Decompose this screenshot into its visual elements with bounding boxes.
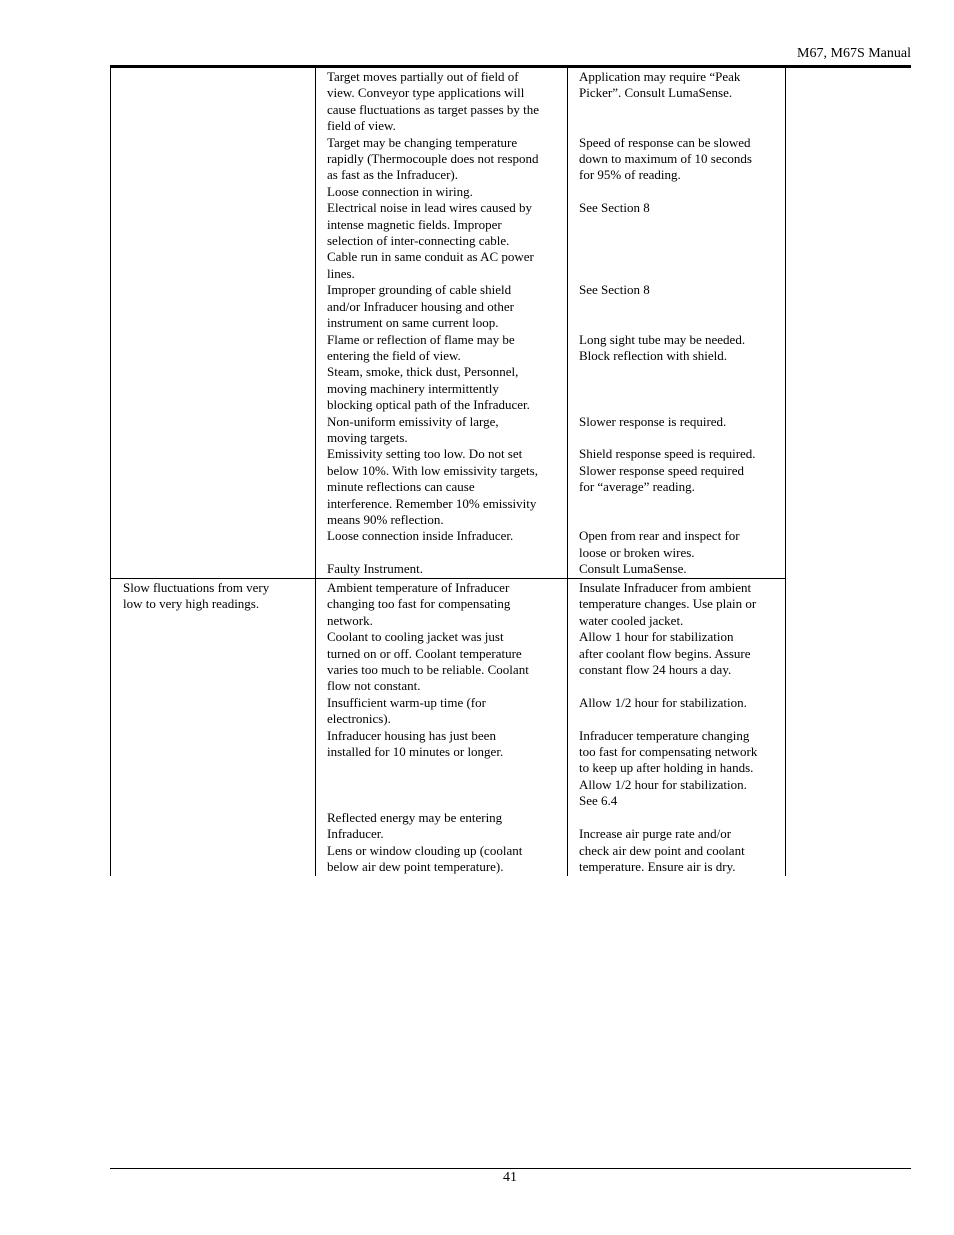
table-border-left [110,68,111,876]
row-1-causes: Target moves partially out of field of view. Conveyor type applications will cause fluctuations as target passes by the field of view. Target may be changing temperature rapidly (Thermocouple does not respond as fast as the Infraducer). Loose connection in wiring. Electrical noise in lead wires caused by intense magnetic fields. Improper selection of inter-connecting cable. Cable run in same conduit as AC power lines. Improper grounding of cable shield and/or Infraducer housing and other instrument on same current loop. Flame or reflection of flame may be entering the field of view. Steam, smoke, thick dust, Personnel, moving machinery intermittently blocking optical path of the Infraducer. Non-uniform emissivity of large, moving targets. Emissivity setting too low. Do not set below 10%. With low emissivity targets, minute reflections can cause interference. Remember 10% emissivity means 90% reflection. Loose connection inside Infraducer. Faulty Instrument. [327,69,540,577]
row-1-remedies: Application may require “Peak Picker”. Consult LumaSense. Speed of response can be slowed down to maximum of 10 seconds for 95% of reading. See Section 8 See Section 8 Long sight tube may be needed. Block reflection with shield. Slower response is required. Shield response speed is required. Slower response speed required for “average” reading. Open from rear and inspect for loose or broken wires. Consult LumaSense. [579,69,756,577]
row-2-causes: Ambient temperature of Infraducer changing too fast for compensating network. Coolant to cooling jacket was just turned on or off. Coolant temperature varies too much to be reliable. Coolant flow not constant. Insufficient warm-up time (for electronics). Infraducer housing has just been installed for 10 minutes or longer. Reflected energy may be entering Infraducer. Lens or window clouding up (coolant below air dew point temperature). [327,580,529,874]
column-divider-3 [785,68,786,876]
row-divider [110,578,786,579]
row-2-remedies: Insulate Infraducer from ambient temperature changes. Use plain or water cooled jacket. Allow 1 hour for stabilization after coolant flow begins. Assure constant flow 24 hours a day. Allow 1/2 hour for stabilization. Infraducer temperature changing too fast for compensating network to keep up after holding in hands. Allow 1/2 hour for stabilization. See 6.4 Increase air purge rate and/or check air dew point and coolant temperature. Ensure air is dry. [579,580,758,874]
manual-title: M67, M67S Manual [797,46,911,61]
page-number: 41 [503,1170,517,1185]
troubleshooting-table [110,68,911,876]
row-2-symptom: Slow fluctuations from very low to very high readings. [123,580,270,612]
column-divider-2 [567,68,568,876]
column-divider-1 [315,68,316,876]
